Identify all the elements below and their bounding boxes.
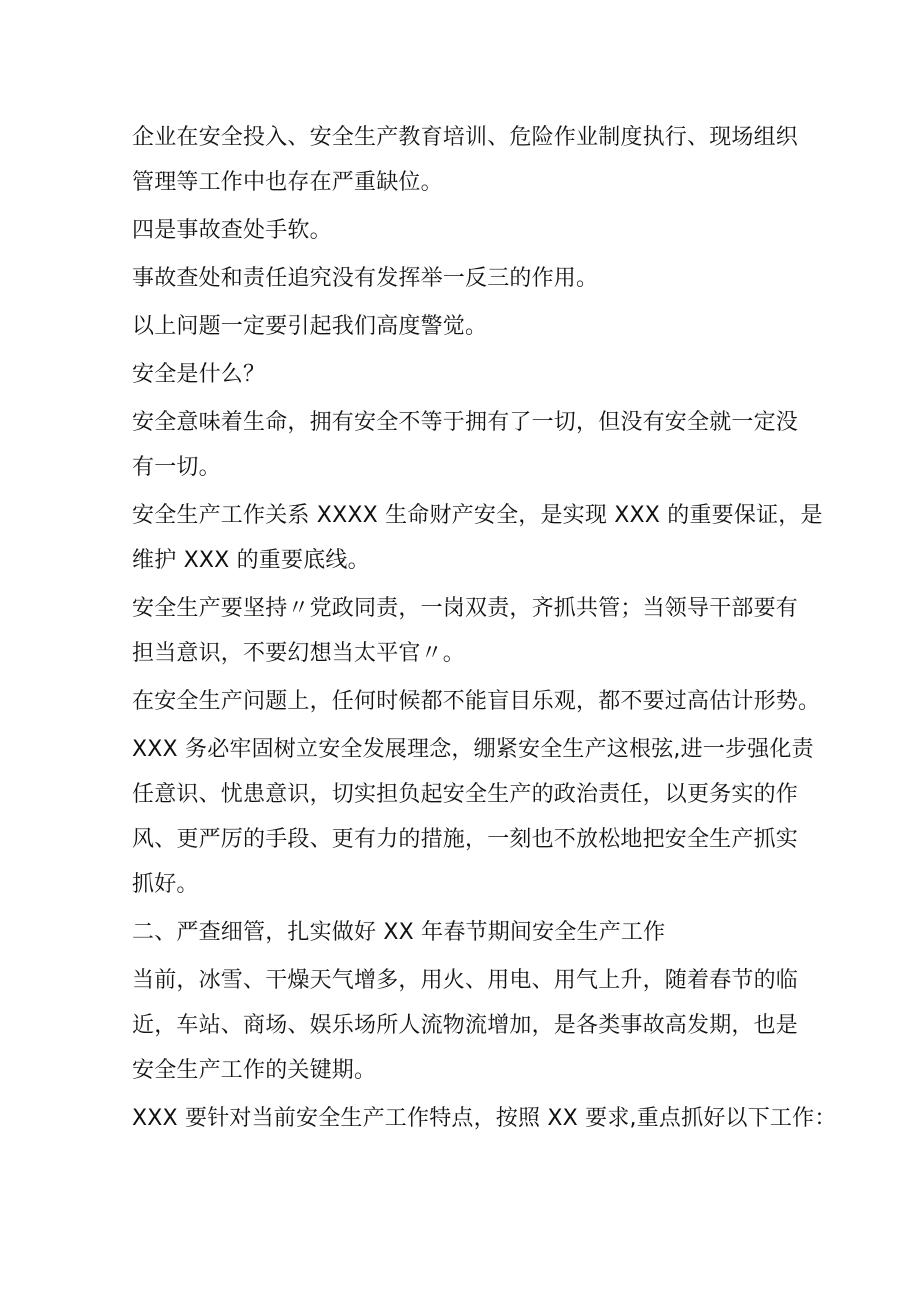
text-line: 担当意识，不要幻想当太平官〃。 (132, 641, 466, 666)
text-line: 有一切。 (132, 455, 221, 480)
text-line: 企业在安全投入、安全生产教育培训、危险作业制度执行、现场组织 (132, 125, 799, 150)
text-line: 安全意味着生命，拥有安全不等于拥有了一切，但没有安全就一定没 (132, 410, 799, 435)
text-line: 四是事故查处手软。 (132, 218, 332, 243)
text-line: 以上问题一定要引起我们高度警觉。 (132, 314, 488, 339)
text-line: XXX 务必牢固树立安全发展理念，绷紧安全生产这根弦,进一步强化责 (132, 737, 814, 762)
text-line: 维护 XXX 的重要底线。 (132, 548, 370, 573)
text-line: 安全生产工作的关键期。 (132, 1058, 377, 1083)
text-line: 风、更严厉的手段、更有力的措施，一刻也不放松地把安全生产抓实 (132, 827, 799, 852)
text-line: 近，车站、商场、娱乐场所人流物流增加，是各类事故高发期，也是 (132, 1013, 799, 1038)
document-body (132, 116, 837, 1133)
text-line: 管理等工作中也存在严重缺位。 (132, 170, 443, 195)
text-line: 事故查处和责任追究没有发挥举一反三的作用。 (132, 266, 599, 291)
text-line: 安全生产要坚持〃党政同责，一岗双责，齐抓共管；当领导干部要有 (132, 596, 799, 621)
text-line: 安全是什么？ (132, 362, 266, 387)
section-heading: 二、严查细管，扎实做好 XX 年春节期间安全生产工作 (132, 920, 666, 945)
text-line: 当前，冰雪、干燥天气增多，用火、用电、用气上升，随着春节的临 (132, 968, 799, 993)
text-line: 任意识、忧患意识，切实担负起安全生产的政治责任，以更务实的作 (132, 782, 799, 807)
text-line: 抓好。 (132, 872, 199, 897)
text-line: 在安全生产问题上，任何时候都不能盲目乐观，都不要过高估计形势。 (132, 689, 821, 714)
text-line: 安全生产工作关系 XXXX 生命财产安全，是实现 XXX 的重要保证，是 (132, 503, 823, 528)
text-line: XXX 要针对当前安全生产工作特点，按照 XX 要求,重点抓好以下工作： (132, 1106, 837, 1131)
